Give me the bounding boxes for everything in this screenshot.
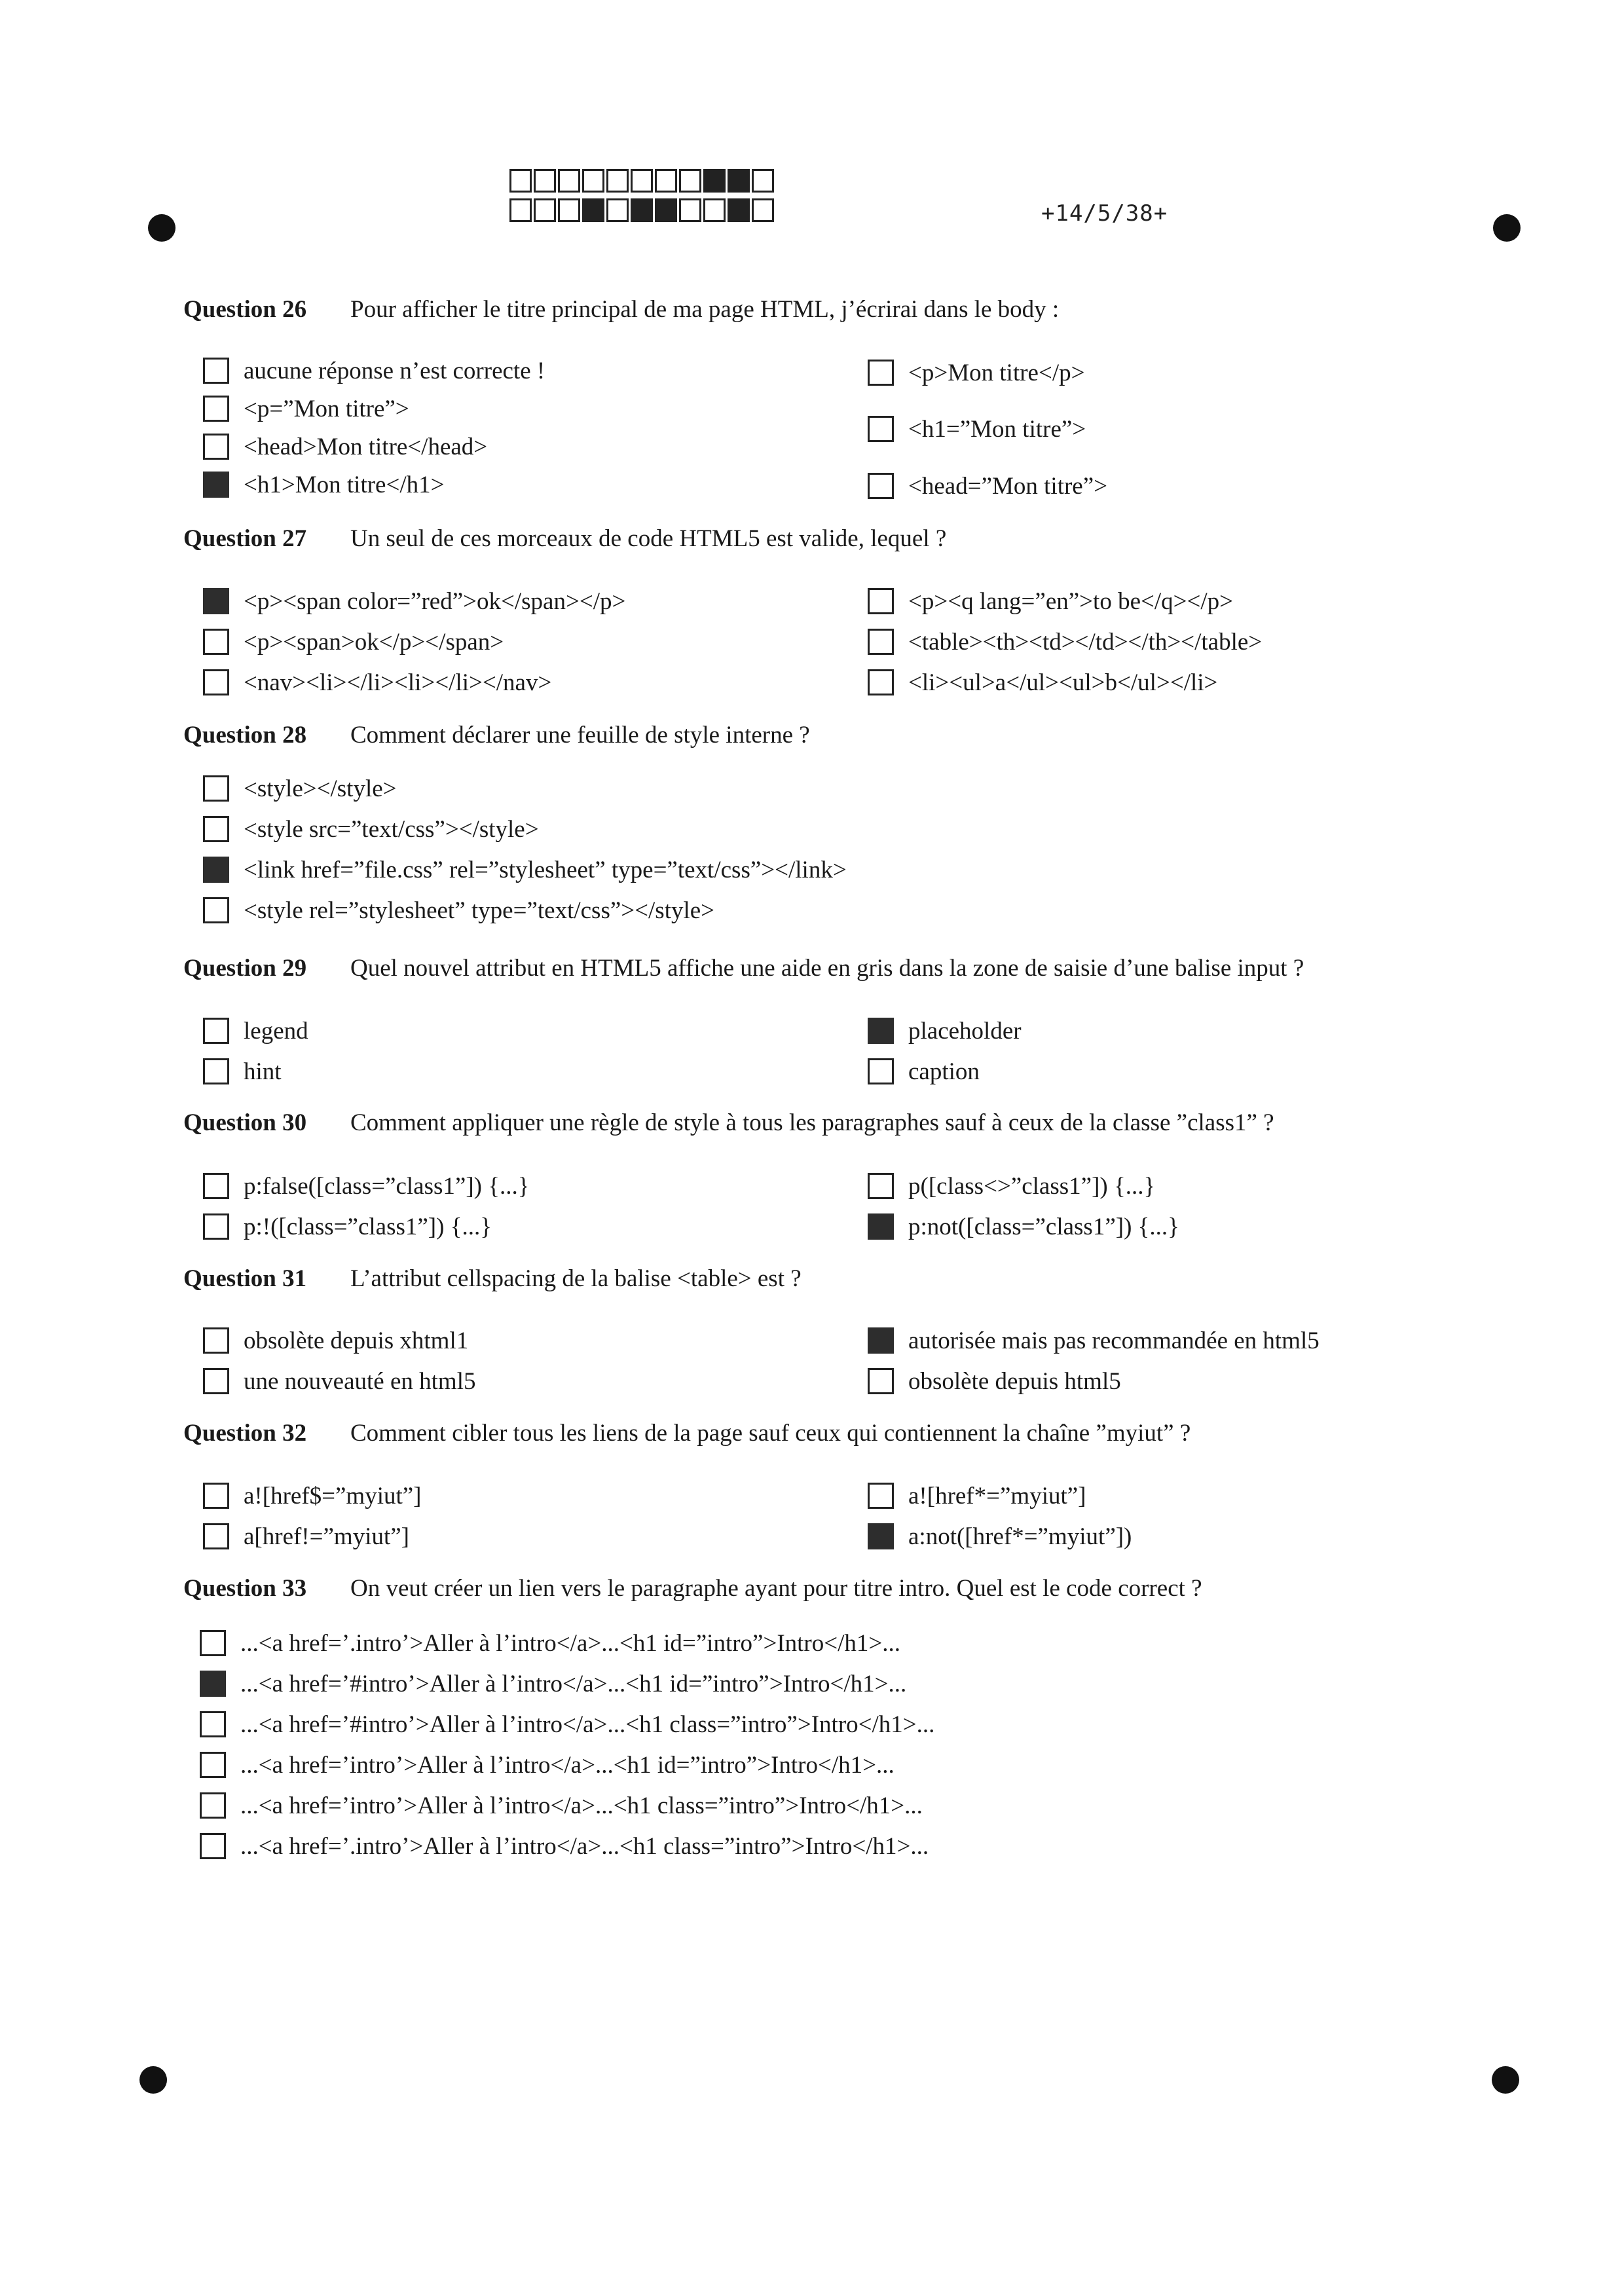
barcode-cell: [509, 198, 532, 222]
barcode-row-2: [509, 198, 776, 222]
option-label: <p><span>ok</p></span>: [244, 628, 504, 656]
option-label: p:not([class=”class1”]) {...}: [908, 1213, 1179, 1240]
question-text: Quel nouvel attribut en HTML5 affiche une aide en gris dans la zone de saisie d’une balise input ?: [350, 955, 1304, 982]
checkbox[interactable]: [868, 473, 894, 499]
option-label: <style src=”text/css”></style>: [244, 815, 539, 843]
barcode-cell: [631, 198, 653, 222]
question-33-header: [183, 1574, 1202, 1602]
barcode-cell: [728, 169, 750, 193]
question-text: Comment cibler tous les liens de la page sauf ceux qui contiennent la chaîne ”myiut” ?: [350, 1420, 1191, 1447]
option-label: legend: [244, 1017, 308, 1045]
question-30-header: [183, 1109, 1274, 1137]
barcode-row-1: [509, 169, 776, 193]
registration-mark-top-left: [148, 214, 175, 242]
option-label: hint: [244, 1058, 282, 1085]
option[interactable]: [200, 1667, 906, 1700]
option-label: aucune réponse n’est correcte !: [244, 357, 545, 384]
checkbox[interactable]: [868, 1058, 894, 1084]
checkbox[interactable]: [203, 1213, 229, 1240]
option[interactable]: [868, 470, 1107, 502]
option[interactable]: [868, 625, 1262, 658]
barcode-cell: [752, 198, 774, 222]
option-label: p:!([class=”class1”]) {...}: [244, 1213, 492, 1240]
checkbox[interactable]: [200, 1752, 226, 1778]
barcode-cell: [655, 198, 677, 222]
page-code: +14/5/38+: [1041, 200, 1168, 227]
barcode-cell: [679, 198, 701, 222]
question-text: Un seul de ces morceaux de code HTML5 est valide, lequel ?: [350, 525, 947, 552]
checkbox[interactable]: [868, 629, 894, 655]
checkbox[interactable]: [203, 897, 229, 923]
option-label: a[href!=”myiut”]: [244, 1523, 410, 1550]
option-label: <p>Mon titre</p>: [908, 359, 1085, 386]
barcode-cell: [534, 169, 556, 193]
registration-mark-bottom-right: [1492, 2066, 1519, 2094]
checkbox[interactable]: [868, 1368, 894, 1394]
option[interactable]: [203, 354, 545, 387]
option[interactable]: [200, 1708, 934, 1741]
checkbox[interactable]: [868, 1483, 894, 1509]
option-label: <head>Mon titre</head>: [244, 433, 488, 460]
option[interactable]: [203, 772, 397, 805]
option-label: ...<a href=’.intro’>Aller à l’intro</a>...<h1 id=”intro”>Intro</h1>...: [240, 1629, 901, 1657]
question-26-header: [183, 295, 1059, 324]
option-label: une nouveauté en html5: [244, 1367, 476, 1395]
option-label: a:not([href*=”myiut”]): [908, 1523, 1132, 1550]
barcode-cell: [606, 169, 629, 193]
question-28-header: [183, 721, 810, 749]
question-label: Question 28: [183, 722, 307, 749]
option[interactable]: [868, 1324, 1320, 1357]
question-label: Question 27: [183, 525, 307, 552]
option[interactable]: [868, 1170, 1155, 1202]
checkbox[interactable]: [203, 1523, 229, 1549]
question-32-header: [183, 1419, 1190, 1447]
option-label: p:false([class=”class1”]) {...}: [244, 1172, 530, 1200]
checkbox[interactable]: [868, 360, 894, 386]
barcode-cell: [606, 198, 629, 222]
question-label: Question 30: [183, 1109, 307, 1136]
checkbox[interactable]: [203, 629, 229, 655]
option[interactable]: [868, 666, 1217, 699]
checkbox[interactable]: [203, 816, 229, 842]
option[interactable]: [200, 1627, 900, 1659]
option[interactable]: [203, 392, 409, 425]
option-label: <style rel=”stylesheet” type=”text/css”></style>: [244, 897, 715, 924]
option-label: a![href$=”myiut”]: [244, 1482, 422, 1509]
checkbox[interactable]: [200, 1833, 226, 1859]
question-text: On veut créer un lien vers le paragraphe ayant pour titre intro. Quel est le code correct ?: [350, 1575, 1202, 1602]
registration-mark-bottom-left: [139, 2066, 167, 2094]
checkbox[interactable]: [203, 1173, 229, 1199]
barcode-cell: [582, 169, 604, 193]
checkbox[interactable]: [203, 775, 229, 802]
option-label: <nav><li></li><li></li></nav>: [244, 669, 552, 696]
barcode-cell: [534, 198, 556, 222]
option-label: <p=”Mon titre”>: [244, 395, 409, 422]
option-label: ...<a href=’#intro’>Aller à l’intro</a>...<h1 id=”intro”>Intro</h1>...: [240, 1670, 907, 1697]
option-label: <h1=”Mon titre”>: [908, 415, 1086, 443]
question-text: Comment appliquer une règle de style à tous les paragraphes sauf à ceux de la classe ”class1” ?: [350, 1109, 1274, 1136]
option-label: ...<a href=’#intro’>Aller à l’intro</a>...<h1 class=”intro”>Intro</h1>...: [240, 1711, 935, 1738]
option-label: obsolète depuis xhtml1: [244, 1327, 469, 1354]
option[interactable]: [868, 585, 1233, 618]
question-label: Question 33: [183, 1575, 307, 1602]
option-label: <li><ul>a</ul><ul>b</ul></li>: [908, 669, 1218, 696]
barcode-cell: [631, 169, 653, 193]
question-text: L’attribut cellspacing de la balise <table> est ?: [350, 1265, 802, 1292]
barcode-cell: [509, 169, 532, 193]
option[interactable]: [868, 1479, 1086, 1512]
question-label: Question 32: [183, 1420, 307, 1447]
checkbox-checked[interactable]: [203, 472, 229, 498]
option-label: <p><q lang=”en”>to be</q></p>: [908, 587, 1234, 615]
option[interactable]: [868, 413, 1086, 445]
option-label: <h1>Mon titre</h1>: [244, 471, 445, 498]
question-label: Question 31: [183, 1265, 307, 1292]
option[interactable]: [203, 1365, 475, 1398]
question-text: Comment déclarer une feuille de style interne ?: [350, 722, 810, 749]
option-label: obsolète depuis html5: [908, 1367, 1121, 1395]
barcode-cell: [703, 198, 726, 222]
checkbox[interactable]: [203, 396, 229, 422]
checkbox[interactable]: [868, 1173, 894, 1199]
checkbox-checked[interactable]: [868, 1213, 894, 1240]
checkbox[interactable]: [203, 434, 229, 460]
checkbox[interactable]: [200, 1711, 226, 1737]
option[interactable]: [203, 1479, 422, 1512]
option-label: ...<a href=’.intro’>Aller à l’intro</a>...<h1 class=”intro”>Intro</h1>...: [240, 1832, 929, 1860]
checkbox[interactable]: [203, 1018, 229, 1044]
question-31-header: [183, 1265, 802, 1293]
barcode-cell: [752, 169, 774, 193]
option[interactable]: [200, 1789, 923, 1822]
option[interactable]: [868, 1210, 1179, 1243]
question-label: Question 26: [183, 296, 307, 323]
option[interactable]: [200, 1830, 929, 1862]
barcode-cell: [582, 198, 604, 222]
option[interactable]: [200, 1749, 895, 1781]
option[interactable]: [203, 894, 714, 927]
option-label: <p><span color=”red”>ok</span></p>: [244, 587, 626, 615]
checkbox-checked[interactable]: [868, 1018, 894, 1044]
option-label: <link href=”file.css” rel=”stylesheet” type=”text/css”></link>: [244, 856, 847, 883]
checkbox[interactable]: [200, 1792, 226, 1819]
checkbox[interactable]: [203, 1058, 229, 1084]
option-label: a![href*=”myiut”]: [908, 1482, 1086, 1509]
option[interactable]: [203, 853, 847, 886]
option[interactable]: [203, 666, 551, 699]
option[interactable]: [203, 1170, 529, 1202]
option-label: <head=”Mon titre”>: [908, 472, 1108, 500]
option[interactable]: [868, 1055, 980, 1088]
checkbox[interactable]: [868, 416, 894, 442]
question-27-header: [183, 525, 946, 553]
barcode-cell: [703, 169, 726, 193]
option[interactable]: [203, 1014, 308, 1047]
checkbox-checked[interactable]: [868, 1523, 894, 1549]
option[interactable]: [203, 813, 539, 845]
option[interactable]: [203, 1520, 409, 1553]
checkbox[interactable]: [203, 358, 229, 384]
option-label: caption: [908, 1058, 980, 1085]
option[interactable]: [868, 356, 1084, 389]
checkbox[interactable]: [203, 1327, 229, 1354]
option[interactable]: [203, 625, 504, 658]
option[interactable]: [203, 1055, 282, 1088]
question-29-header: [183, 954, 1304, 982]
checkbox[interactable]: [868, 588, 894, 614]
barcode-cell: [655, 169, 677, 193]
checkbox[interactable]: [200, 1630, 226, 1656]
option[interactable]: [203, 1324, 468, 1357]
option[interactable]: [868, 1365, 1121, 1398]
checkbox-checked[interactable]: [203, 588, 229, 614]
checkbox-checked[interactable]: [203, 857, 229, 883]
option-label: placeholder: [908, 1017, 1022, 1045]
checkbox[interactable]: [203, 1368, 229, 1394]
option-label: autorisée mais pas recommandée en html5: [908, 1327, 1320, 1354]
checkbox-checked[interactable]: [868, 1327, 894, 1354]
barcode-cell: [679, 169, 701, 193]
option[interactable]: [203, 1210, 492, 1243]
option-label: ...<a href=’intro’>Aller à l’intro</a>...<h1 id=”intro”>Intro</h1>...: [240, 1751, 895, 1779]
checkbox[interactable]: [868, 669, 894, 695]
option-label: <style></style>: [244, 775, 397, 802]
barcode-cell: [728, 198, 750, 222]
checkbox[interactable]: [203, 1483, 229, 1509]
option-label: ...<a href=’intro’>Aller à l’intro</a>...<h1 class=”intro”>Intro</h1>...: [240, 1792, 923, 1819]
option[interactable]: [203, 585, 625, 618]
question-label: Question 29: [183, 955, 307, 982]
option-label: p([class<>”class1”]) {...}: [908, 1172, 1156, 1200]
checkbox[interactable]: [203, 669, 229, 695]
option[interactable]: [868, 1014, 1022, 1047]
barcode-cell: [558, 169, 580, 193]
barcode-cell: [558, 198, 580, 222]
option-label: <table><th><td></td></th></table>: [908, 628, 1263, 656]
option[interactable]: [203, 468, 444, 501]
question-text: Pour afficher le titre principal de ma page HTML, j’écrirai dans le body :: [350, 296, 1060, 323]
checkbox-checked[interactable]: [200, 1671, 226, 1697]
option[interactable]: [868, 1520, 1132, 1553]
option[interactable]: [203, 430, 487, 463]
registration-mark-top-right: [1493, 214, 1521, 242]
